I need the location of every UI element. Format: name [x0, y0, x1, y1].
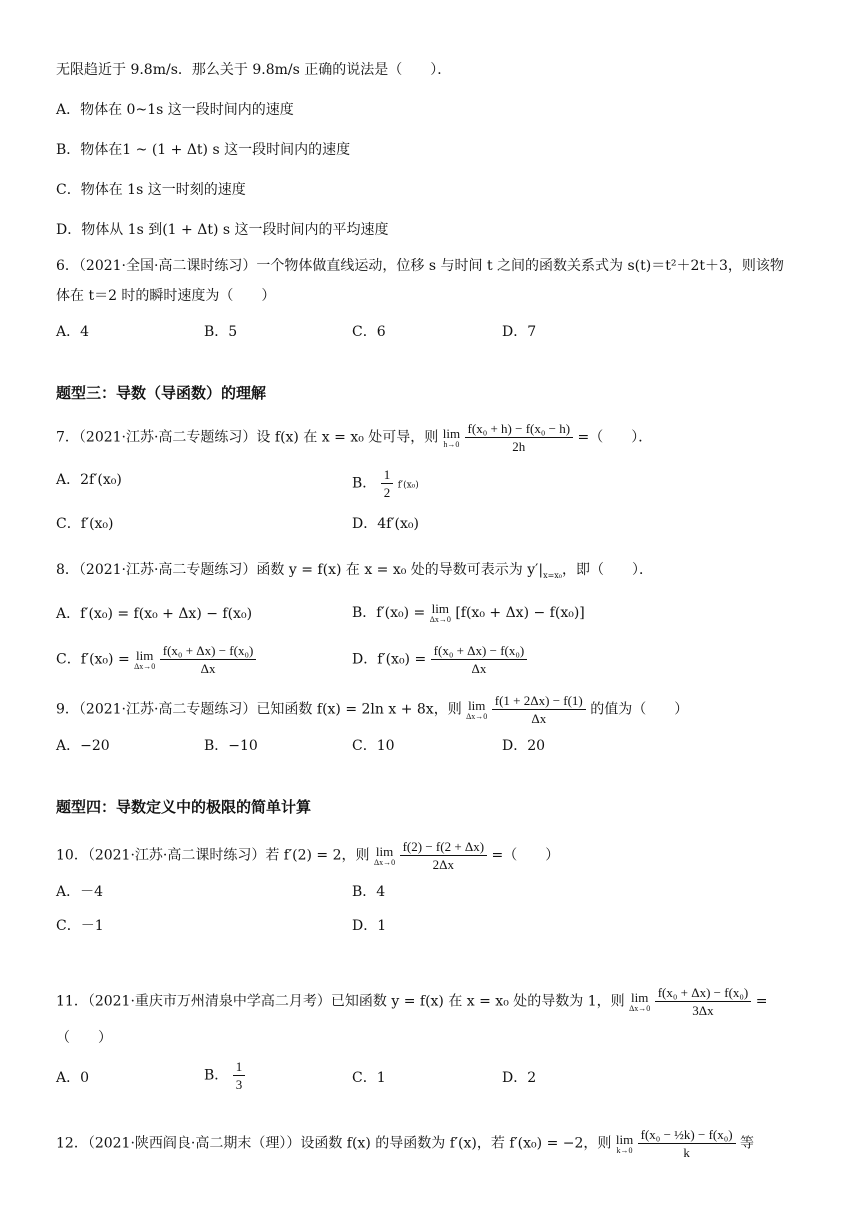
section-heading-4: 题型四：导数定义中的极限的简单计算: [56, 798, 312, 816]
q7-lim: lim h→0: [442, 425, 461, 449]
q11-option-b-num: 1: [233, 1058, 246, 1076]
q7-option-c: C．f′(x₀): [56, 516, 114, 532]
q11-option-a: A．0: [56, 1070, 90, 1086]
q9-option-d: D．20: [502, 738, 546, 754]
q12-tail: 等: [740, 1135, 755, 1152]
q11-fraction: [655, 984, 752, 1019]
section-heading-3: 题型三：导数（导函数）的理解: [56, 384, 267, 402]
q10-fraction: [400, 838, 488, 873]
q8-stem: 8．（2021·江苏·高二专题练习）函数 y = f(x) 在 x = x₀ 处的导数可表示为 y′|: [56, 562, 544, 578]
q11-stem: 11．（2021·重庆市万州清泉中学高二月考）已知函数 y = f(x) 在 x = x₀ 处的导数为 1，则: [56, 993, 625, 1010]
q8-option-c-lim-sub: Δx→0: [134, 661, 156, 671]
q11-option-b-den: 3: [235, 1077, 243, 1092]
q5-option-a: A．物体在 0~1s 这一段时间内的速度: [56, 102, 294, 118]
q6-option-c: C．6: [352, 324, 386, 340]
q10-option-b: B．4: [352, 884, 386, 900]
q9-num: f(1 + 2Δx) − f(1): [492, 692, 586, 710]
q6-option-b: B．5: [204, 324, 238, 340]
q8-option-b: [352, 602, 585, 624]
q5-option-d: D．物体从 1s 到(1 + Δt) s 这一段时间内的平均速度: [56, 222, 389, 238]
q7-den: 2h: [512, 439, 526, 454]
q9-fraction: [492, 692, 586, 727]
q6-option-a: A．4: [56, 324, 90, 340]
q8-option-c-lim: lim Δx→0: [134, 647, 156, 671]
q10-lim: lim Δx→0: [373, 843, 396, 867]
q9-tail: 的值为（ ）: [590, 701, 689, 718]
q8-option-c-num: f(x₀ + Δx) − f(x₀): [160, 642, 257, 660]
q8-option-c: [56, 642, 256, 677]
q7-lim-sub: h→0: [443, 439, 460, 449]
q8-stem-row: [56, 560, 653, 586]
q5-option-c: C．物体在 1s 这一时刻的速度: [56, 182, 246, 198]
q11-option-c: C．1: [352, 1070, 386, 1086]
q5-stem-tail: 无限趋近于 9.8m/s．那么关于 9.8m/s 正确的说法是（ ）．: [56, 62, 452, 78]
q11-lim: lim Δx→0: [629, 989, 651, 1013]
q7-option-b-num: 1: [381, 466, 394, 484]
q9-option-c: C．10: [352, 738, 395, 754]
q10-stem-row: [56, 838, 559, 873]
q8-option-c-den: Δx: [200, 661, 216, 676]
q11-line2: （ ）: [56, 1030, 112, 1046]
q7-num: f(x₀ + h) − f(x₀ − h): [465, 420, 574, 438]
q8-option-d: [352, 642, 527, 677]
q10-stem: 10．（2021·江苏·高二课时练习）若 f′(2) = 2，则: [56, 847, 370, 864]
q12-den: k: [683, 1145, 690, 1160]
q9-stem: 9．（2021·江苏·高二专题练习）已知函数 f(x) = 2ln x + 8x，则: [56, 701, 462, 718]
q10-option-c: C．－1: [56, 918, 104, 934]
q10-den: 2Δx: [432, 857, 455, 872]
q8-option-b-label: B．f′(x₀) =: [352, 605, 426, 621]
q8-option-d-frac: [431, 642, 528, 677]
q10-tail: =（ ）: [491, 847, 560, 864]
q12-lim: lim k→0: [615, 1131, 634, 1155]
q8-option-d-label: D．f′(x₀) =: [352, 651, 427, 668]
q8-option-d-num: f(x₀ + Δx) − f(x₀): [431, 642, 528, 660]
q8-option-b-lim: lim Δx→0: [429, 601, 451, 624]
q11-option-b-label: B．: [204, 1067, 229, 1084]
q9-option-b: B．−10: [204, 738, 258, 754]
q11-option-d: D．2: [502, 1070, 537, 1086]
q12-stem-row: [56, 1126, 754, 1161]
q9-stem-row: [56, 692, 688, 727]
q7-option-b-tail: f′(x₀): [397, 480, 419, 491]
q12-lim-sub: k→0: [616, 1145, 633, 1155]
q8-option-c-frac: [160, 642, 257, 677]
q11-den: 3Δx: [692, 1003, 714, 1018]
q7-option-b-frac: [381, 466, 394, 501]
q10-option-a: A．－4: [56, 884, 104, 900]
q10-lim-sub: Δx→0: [373, 857, 396, 867]
q10-num: f(2) − f(2 + Δx): [400, 838, 488, 856]
q9-lim-sub: Δx→0: [466, 711, 488, 721]
q6-stem-line2: 体在 t＝2 时的瞬时速度为（ ）: [56, 288, 276, 304]
q8-stem-sub: x=x₀: [543, 570, 563, 580]
q7-option-d: D．4f′(x₀): [352, 516, 419, 532]
q7-tail: =（ ）．: [577, 429, 653, 446]
q10-option-d: D．1: [352, 918, 387, 934]
q8-option-a: A．f′(x₀) = f(x₀ + Δx) − f(x₀): [56, 606, 253, 622]
q8-option-b-lim-sub: Δx→0: [429, 615, 451, 624]
q11-eq: =: [755, 993, 768, 1010]
q12-num: f(x₀ − ½k) − f(x₀): [638, 1126, 736, 1144]
q6-stem-line1: 6．（2021·全国·高二课时练习）一个物体做直线运动，位移 s 与时间 t 之间的函数关系式为 s(t)＝t²＋2t＋3，则该物: [56, 258, 784, 274]
q7-stem-row: [56, 420, 652, 455]
q11-num: f(x₀ + Δx) − f(x₀): [655, 984, 752, 1002]
q8-option-d-den: Δx: [471, 661, 487, 676]
q7-fraction: [465, 420, 574, 455]
q9-den: Δx: [531, 711, 547, 726]
q12-fraction: [638, 1126, 736, 1161]
q8-stem-tail: ，即（ ）．: [562, 562, 654, 578]
q9-lim: lim Δx→0: [466, 697, 488, 721]
q11-lim-sub: Δx→0: [629, 1003, 651, 1013]
q7-stem: 7．（2021·江苏·高二专题练习）设 f(x) 在 x = x₀ 处可导，则: [56, 429, 439, 446]
q7-option-b-den: 2: [383, 485, 391, 500]
q12-stem: 12．（2021·陕西阎良·高二期末（理））设函数 f(x) 的导函数为 f′(x)，若 f′(x₀) = −2，则: [56, 1135, 612, 1152]
q7-option-b: [352, 466, 419, 501]
q7-option-a: A．2f′(x₀): [56, 472, 122, 488]
q9-option-a: A．−20: [56, 738, 110, 754]
q5-option-b: B．物体在1 ~ (1 + Δt) s 这一段时间内的速度: [56, 142, 351, 158]
q7-option-b-label: B．: [352, 475, 377, 492]
q8-option-c-label: C．f′(x₀) =: [56, 651, 130, 668]
q11-stem-row: [56, 984, 767, 1019]
q11-option-b-frac: [233, 1058, 246, 1093]
q11-option-b: [204, 1058, 245, 1093]
q6-option-d: D．7: [502, 324, 537, 340]
q8-option-b-tail: [f(x₀ + Δx) − f(x₀)]: [455, 605, 585, 621]
